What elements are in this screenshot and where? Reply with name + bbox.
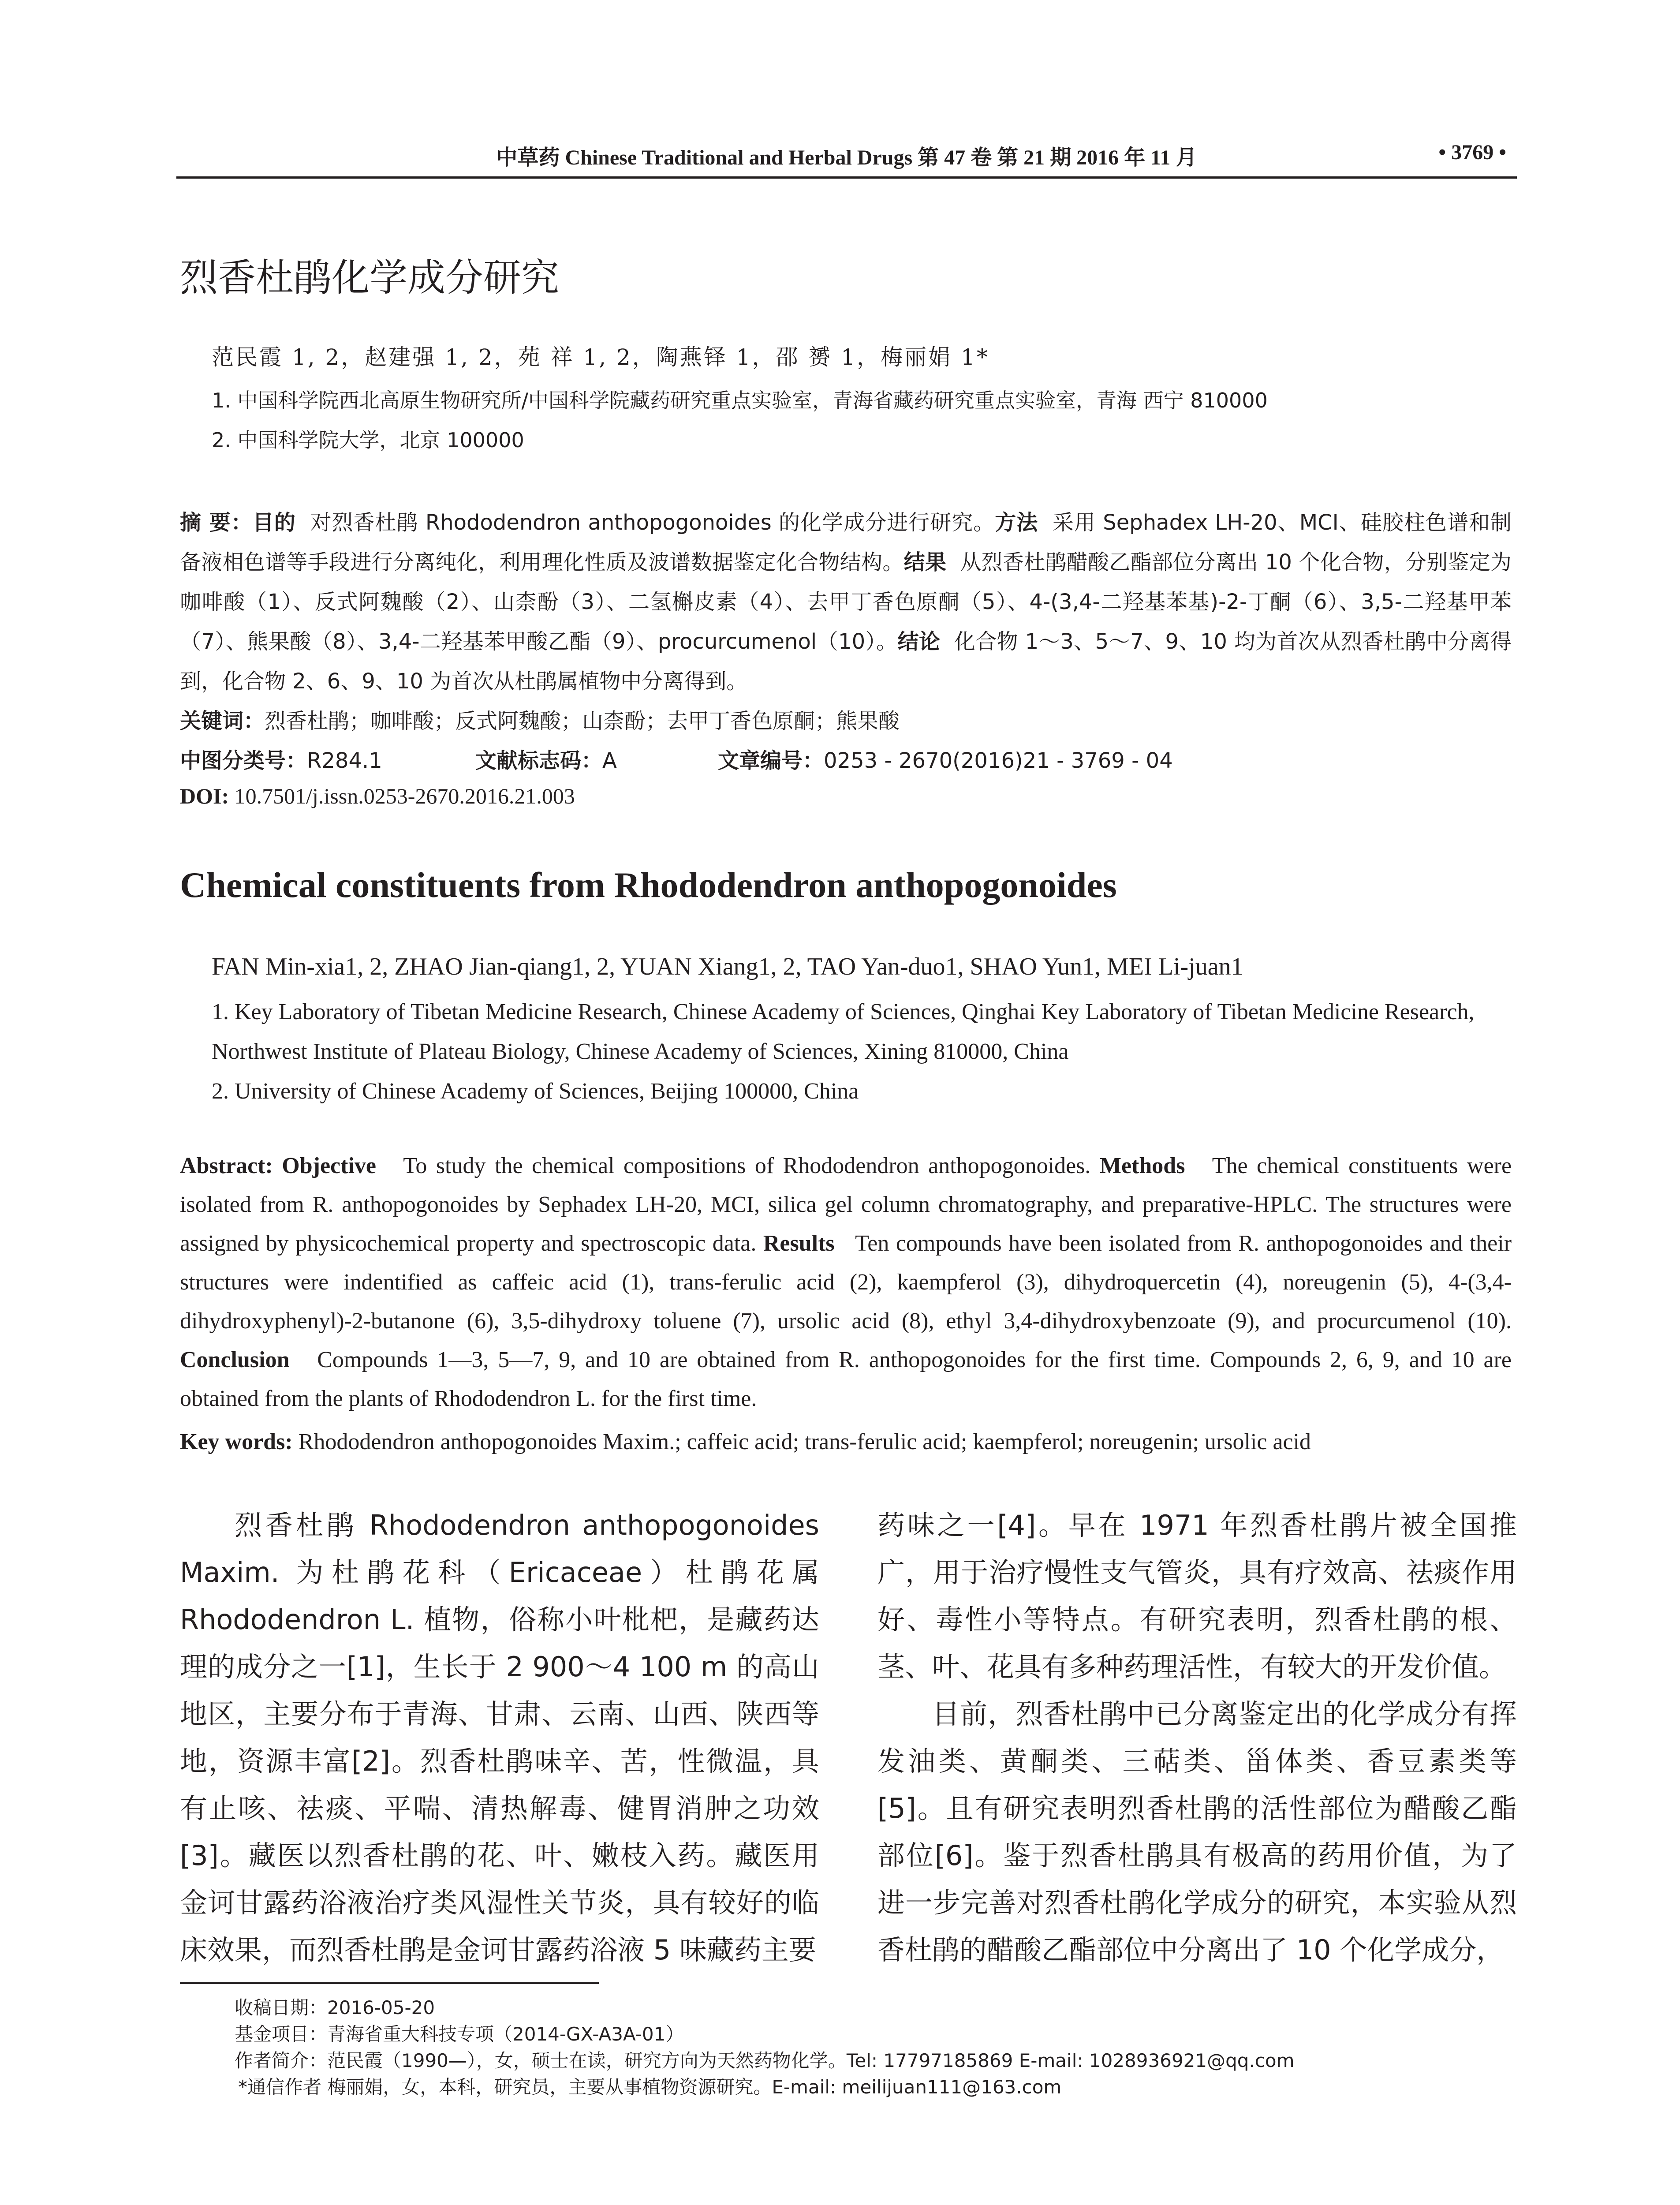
cn-keywords bbox=[180, 704, 900, 734]
en-methods-label: Methods bbox=[1099, 1153, 1185, 1178]
footnote-rule bbox=[180, 1982, 599, 1984]
cn-doc-value: A bbox=[602, 748, 617, 773]
footnote-corresponding: *通信作者 梅丽娟，女，本科，研究员，主要从事植物资源研究。E-mail: meilijuan111@163.com bbox=[238, 2076, 1062, 2098]
cn-affiliation-1: 1. 中国科学院西北高原生物研究所/中国科学院藏药研究重点实验室，青海省藏药研究重点实验室，青海 西宁 810000 bbox=[212, 389, 1268, 412]
cn-conclusion: 化合物 1～3、5～7、9、10 均为首次从烈香杜鹃中分离得到，化合物 2、6、9、10 为首次从杜鹃属植物中分离得到。 bbox=[180, 629, 1512, 694]
cn-objective: 对烈香杜鹃 Rhododendron anthopogonoides 的化学成分进行研究。 bbox=[310, 510, 995, 535]
en-abstract-label: Abstract: bbox=[180, 1153, 273, 1178]
cn-keywords-label: 关键词： bbox=[180, 709, 265, 733]
footnote-received: 收稿日期：2016-05-20 bbox=[235, 1997, 435, 2018]
en-authors: FAN Min-xia1, 2, ZHAO Jian-qiang1, 2, YUAN Xiang1, 2, TAO Yan-duo1, SHAO Yun1, MEI Li-juan1 bbox=[212, 953, 1243, 980]
cn-abstract bbox=[180, 503, 1512, 701]
page-number: • 3769 • bbox=[1438, 141, 1506, 164]
footnote-author: 作者简介：范民霞（1990—），女，硕士在读，研究方向为天然药物化学。Tel: 17797185869 E-mail: 1028936921@qq.com bbox=[235, 2050, 1295, 2071]
cn-methods-label: 方法 bbox=[995, 510, 1038, 535]
en-keywords-text: Rhododendron anthopogonoides Maxim.; caffeic acid; trans-ferulic acid; kaempferol; noreugenin; ursolic acid bbox=[298, 1429, 1311, 1454]
en-methods: The chemical constituents were isolated from R. anthopogonoides by Sephadex LH-20, MCI, silica gel column chromatography, and preparative-HPLC. The structures were assigned by physicochemical property and spectroscopic data. bbox=[180, 1153, 1512, 1256]
cn-objective-label: 目的 bbox=[252, 510, 296, 535]
en-conclusion: Compounds 1—3, 5—7, 9, and 10 are obtained from R. anthopogonoides for the first time. Compounds 2, 6, 9, and 10 are obtained from the plants of Rhododendron L. for the first time. bbox=[180, 1347, 1512, 1411]
cn-class-label: 中图分类号： bbox=[180, 748, 307, 773]
cn-doc-label: 文献标志码： bbox=[475, 748, 603, 773]
en-affiliation-2: 2. University of Chinese Academy of Sciences, Beijing 100000, China bbox=[212, 1079, 859, 1104]
doi-label: DOI: bbox=[180, 784, 229, 808]
en-abstract bbox=[180, 1147, 1512, 1418]
cn-article-label: 文章编号： bbox=[718, 748, 824, 773]
cn-results-label: 结果 bbox=[903, 550, 947, 575]
body-column-left bbox=[180, 1502, 819, 1973]
cn-affiliation-2: 2. 中国科学院大学，北京 100000 bbox=[212, 428, 524, 452]
cn-abstract-label: 摘 要： bbox=[180, 510, 253, 535]
header-rule bbox=[176, 176, 1517, 179]
en-title: Chemical constituents from Rhododendron anthopogonoides bbox=[180, 865, 1117, 905]
body-paragraph: 药味之一[4]。早在 1971 年烈香杜鹃片被全国推广，用于治疗慢性支气管炎，具有疗效高、祛痰作用好、毒性小等特点。有研究表明，烈香杜鹃的根、茎、叶、花具有多种药理活性，有较大的开发价值。 bbox=[877, 1509, 1517, 1683]
running-header bbox=[176, 140, 1517, 180]
cn-title: 烈香杜鹃化学成分研究 bbox=[180, 256, 559, 300]
cn-keywords-text: 烈香杜鹃；咖啡酸；反式阿魏酸；山柰酚；去甲丁香色原酮；熊果酸 bbox=[265, 709, 900, 733]
cn-doc-code bbox=[475, 744, 617, 774]
cn-article-number bbox=[718, 744, 1173, 774]
en-objective: To study the chemical compositions of Rhododendron anthopogonoides. bbox=[403, 1153, 1091, 1178]
en-results: Ten compounds have been isolated from R. anthopogonoides and their structures were indentified as caffeic acid (1), trans-ferulic acid (2), kaempferol (3), dihydroquercetin (4), noreugenin (5), 4-(3,4-dihydroxyphenyl)-2-butanone (6), 3,5-dihydroxy toluene (7), ursolic acid (8), ethyl 3,4-dihydroxybenzoate (9), and procurcumenol (10). bbox=[180, 1231, 1512, 1334]
en-affiliation-1: 1. Key Laboratory of Tibetan Medicine Research, Chinese Academy of Sciences, Qinghai Key Laboratory of Tibetan Medicine Research, Northwest Institute of Plateau Biology, Chinese Academy of Sciences, Xining 810000, China bbox=[212, 999, 1475, 1064]
body-paragraph: 烈香杜鹃 Rhododendron anthopogonoides Maxim. 为杜鹃花科（Ericaceae）杜鹃花属 Rhododendron L. 植物，俗称小叶枇杷，是藏药达理的成分之一[1]，生长于 2 900～4 100 m 的高山地区，主要分布于青海、甘肃、云南、山西、陕西等地，资源丰富[2]。烈香杜鹃味辛、苦，性微温，具有止咳、祛痰、平喘、清热解毒、健胃消肿之功效[3]。藏医以烈香杜鹃的花、叶、嫩枝入药。藏医用金诃甘露药浴液治疗类风湿性关节炎，具有较好的临床效果，而烈香杜鹃是金诃甘露药浴液 5 味藏药主要 bbox=[180, 1509, 819, 1966]
en-keywords bbox=[180, 1429, 1311, 1455]
en-results-label: Results bbox=[763, 1231, 835, 1256]
footnote-fund: 基金项目：青海省重大科技专项（2014-GX-A3A-01） bbox=[235, 2023, 684, 2045]
en-keywords-label: Key words: bbox=[180, 1429, 293, 1454]
body-paragraph: 目前，烈香杜鹃中已分离鉴定出的化学成分有挥发油类、黄酮类、三萜类、甾体类、香豆素类等[5]。且有研究表明烈香杜鹃的活性部位为醋酸乙酯部位[6]。鉴于烈香杜鹃具有极高的药用价值，为了进一步完善对烈香杜鹃化学成分的研究，本实验从烈香杜鹃的醋酸乙酯部位中分离出了 10 个化学成分， bbox=[877, 1698, 1517, 1966]
cn-class-value: R284.1 bbox=[307, 748, 382, 773]
cn-conclusion-label: 结论 bbox=[897, 629, 941, 654]
journal-header: 中草药 Chinese Traditional and Herbal Drugs 第 47 卷 第 21 期 2016 年 11 月 bbox=[496, 146, 1197, 169]
cn-results: 从烈香杜鹃醋酸乙酯部位分离出 10 个化合物，分别鉴定为咖啡酸（1）、反式阿魏酸（2）、山柰酚（3）、二氢槲皮素（4）、去甲丁香色原酮（5）、4-(3,4-二羟基苯基)-2-丁酮（6）、3,5-二羟基甲苯（7）、熊果酸（8）、3,4-二羟基苯甲酸乙酯（9）、procurcumenol（10）。 bbox=[180, 550, 1512, 654]
body-column-right bbox=[877, 1502, 1517, 1973]
cn-article-value: 0253 - 2670(2016)21 - 3769 - 04 bbox=[824, 748, 1173, 773]
en-conclusion-label: Conclusion bbox=[180, 1347, 290, 1372]
cn-authors: 范民霞 1, 2，赵建强 1, 2，苑 祥 1, 2，陶燕铎 1，邵 赟 1，梅丽娟 1* bbox=[212, 344, 989, 370]
cn-methods: 采用 Sephadex LH-20、MCI、硅胶柱色谱和制备液相色谱等手段进行分离纯化，利用理化性质及波谱数据鉴定化合物结构。 bbox=[180, 510, 1512, 575]
doi-value: 10.7501/j.issn.0253-2670.2016.21.003 bbox=[234, 784, 575, 808]
cn-doi bbox=[180, 783, 575, 809]
en-objective-label: Objective bbox=[282, 1153, 376, 1178]
cn-class-number bbox=[180, 744, 382, 774]
